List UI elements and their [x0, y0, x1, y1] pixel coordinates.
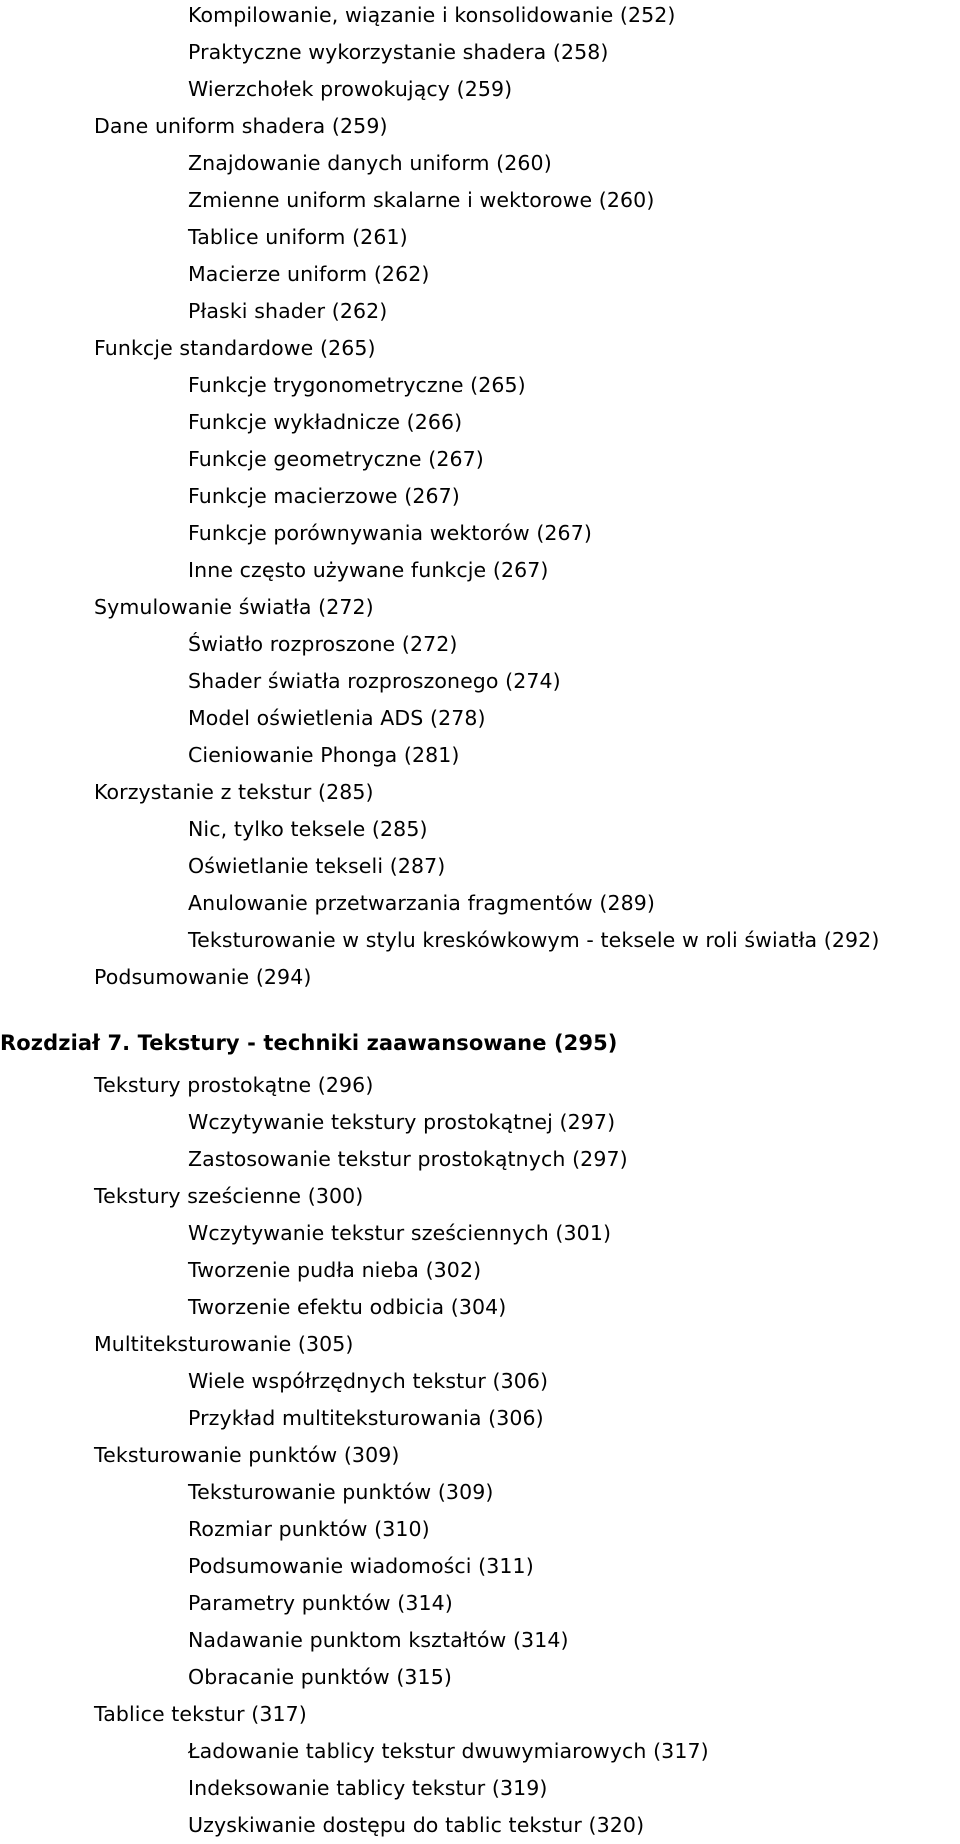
toc-entry: Parametry punktów (314) — [188, 1591, 453, 1615]
toc-entry: Tablice tekstur (317) — [94, 1702, 307, 1726]
toc-entry: Funkcje wykładnicze (266) — [188, 410, 463, 434]
toc-entry: Teksturowanie punktów (309) — [94, 1443, 400, 1467]
toc-entry: Funkcje geometryczne (267) — [188, 447, 484, 471]
toc-entry: Zastosowanie tekstur prostokątnych (297) — [188, 1147, 628, 1171]
toc-entry: Dane uniform shadera (259) — [94, 114, 388, 138]
toc-entry: Nic, tylko teksele (285) — [188, 817, 428, 841]
toc-entry: Tablice uniform (261) — [188, 225, 408, 249]
toc-entry: Płaski shader (262) — [188, 299, 388, 323]
toc-entry: Tworzenie efektu odbicia (304) — [188, 1295, 507, 1319]
toc-entry: Funkcje porównywania wektorów (267) — [188, 521, 592, 545]
toc-entry: Zmienne uniform skalarne i wektorowe (260) — [188, 188, 655, 212]
toc-entry: Ładowanie tablicy tekstur dwuwymiarowych (317) — [188, 1739, 709, 1763]
chapter-heading: Rozdział 7. Tekstury - techniki zaawansowane (295) — [0, 1031, 618, 1055]
toc-entry: Cieniowanie Phonga (281) — [188, 743, 460, 767]
toc-entry: Podsumowanie (294) — [94, 965, 312, 989]
toc-entry: Obracanie punktów (315) — [188, 1665, 452, 1689]
toc-entry: Wiele współrzędnych tekstur (306) — [188, 1369, 549, 1393]
toc-entry: Praktyczne wykorzystanie shadera (258) — [188, 40, 609, 64]
toc-entry: Tekstury prostokątne (296) — [94, 1073, 374, 1097]
toc-entry: Indeksowanie tablicy tekstur (319) — [188, 1776, 548, 1800]
toc-entry: Rozmiar punktów (310) — [188, 1517, 430, 1541]
toc-entry: Nadawanie punktom kształtów (314) — [188, 1628, 569, 1652]
toc-entry: Wierzchołek prowokujący (259) — [188, 77, 513, 101]
toc-entry: Przykład multiteksturowania (306) — [188, 1406, 544, 1430]
toc-entry: Multiteksturowanie (305) — [94, 1332, 354, 1356]
toc-entry: Uzyskiwanie dostępu do tablic tekstur (320) — [188, 1813, 645, 1837]
toc-entry: Macierze uniform (262) — [188, 262, 430, 286]
toc-entry: Znajdowanie danych uniform (260) — [188, 151, 552, 175]
toc-entry: Tworzenie pudła nieba (302) — [188, 1258, 482, 1282]
toc-entry: Oświetlanie tekseli (287) — [188, 854, 446, 878]
toc-entry: Teksturowanie punktów (309) — [188, 1480, 494, 1504]
toc-entry: Funkcje trygonometryczne (265) — [188, 373, 526, 397]
toc-entry: Funkcje macierzowe (267) — [188, 484, 460, 508]
toc-entry: Shader światła rozproszonego (274) — [188, 669, 561, 693]
toc-entry: Wczytywanie tekstury prostokątnej (297) — [188, 1110, 616, 1134]
toc-entry: Tekstury sześcienne (300) — [94, 1184, 364, 1208]
toc-entry: Kompilowanie, wiązanie i konsolidowanie (252) — [188, 3, 676, 27]
toc-entry: Symulowanie światła (272) — [94, 595, 374, 619]
toc-entry: Wczytywanie tekstur sześciennych (301) — [188, 1221, 612, 1245]
toc-entry: Podsumowanie wiadomości (311) — [188, 1554, 534, 1578]
toc-entry: Inne często używane funkcje (267) — [188, 558, 549, 582]
toc-entry: Teksturowanie w stylu kreskówkowym - teksele w roli światła (292) — [188, 928, 880, 952]
toc-entry: Anulowanie przetwarzania fragmentów (289) — [188, 891, 655, 915]
toc-entry: Światło rozproszone (272) — [188, 632, 458, 656]
toc-entry: Model oświetlenia ADS (278) — [188, 706, 486, 730]
toc-entry: Funkcje standardowe (265) — [94, 336, 376, 360]
toc-entry: Korzystanie z tekstur (285) — [94, 780, 374, 804]
